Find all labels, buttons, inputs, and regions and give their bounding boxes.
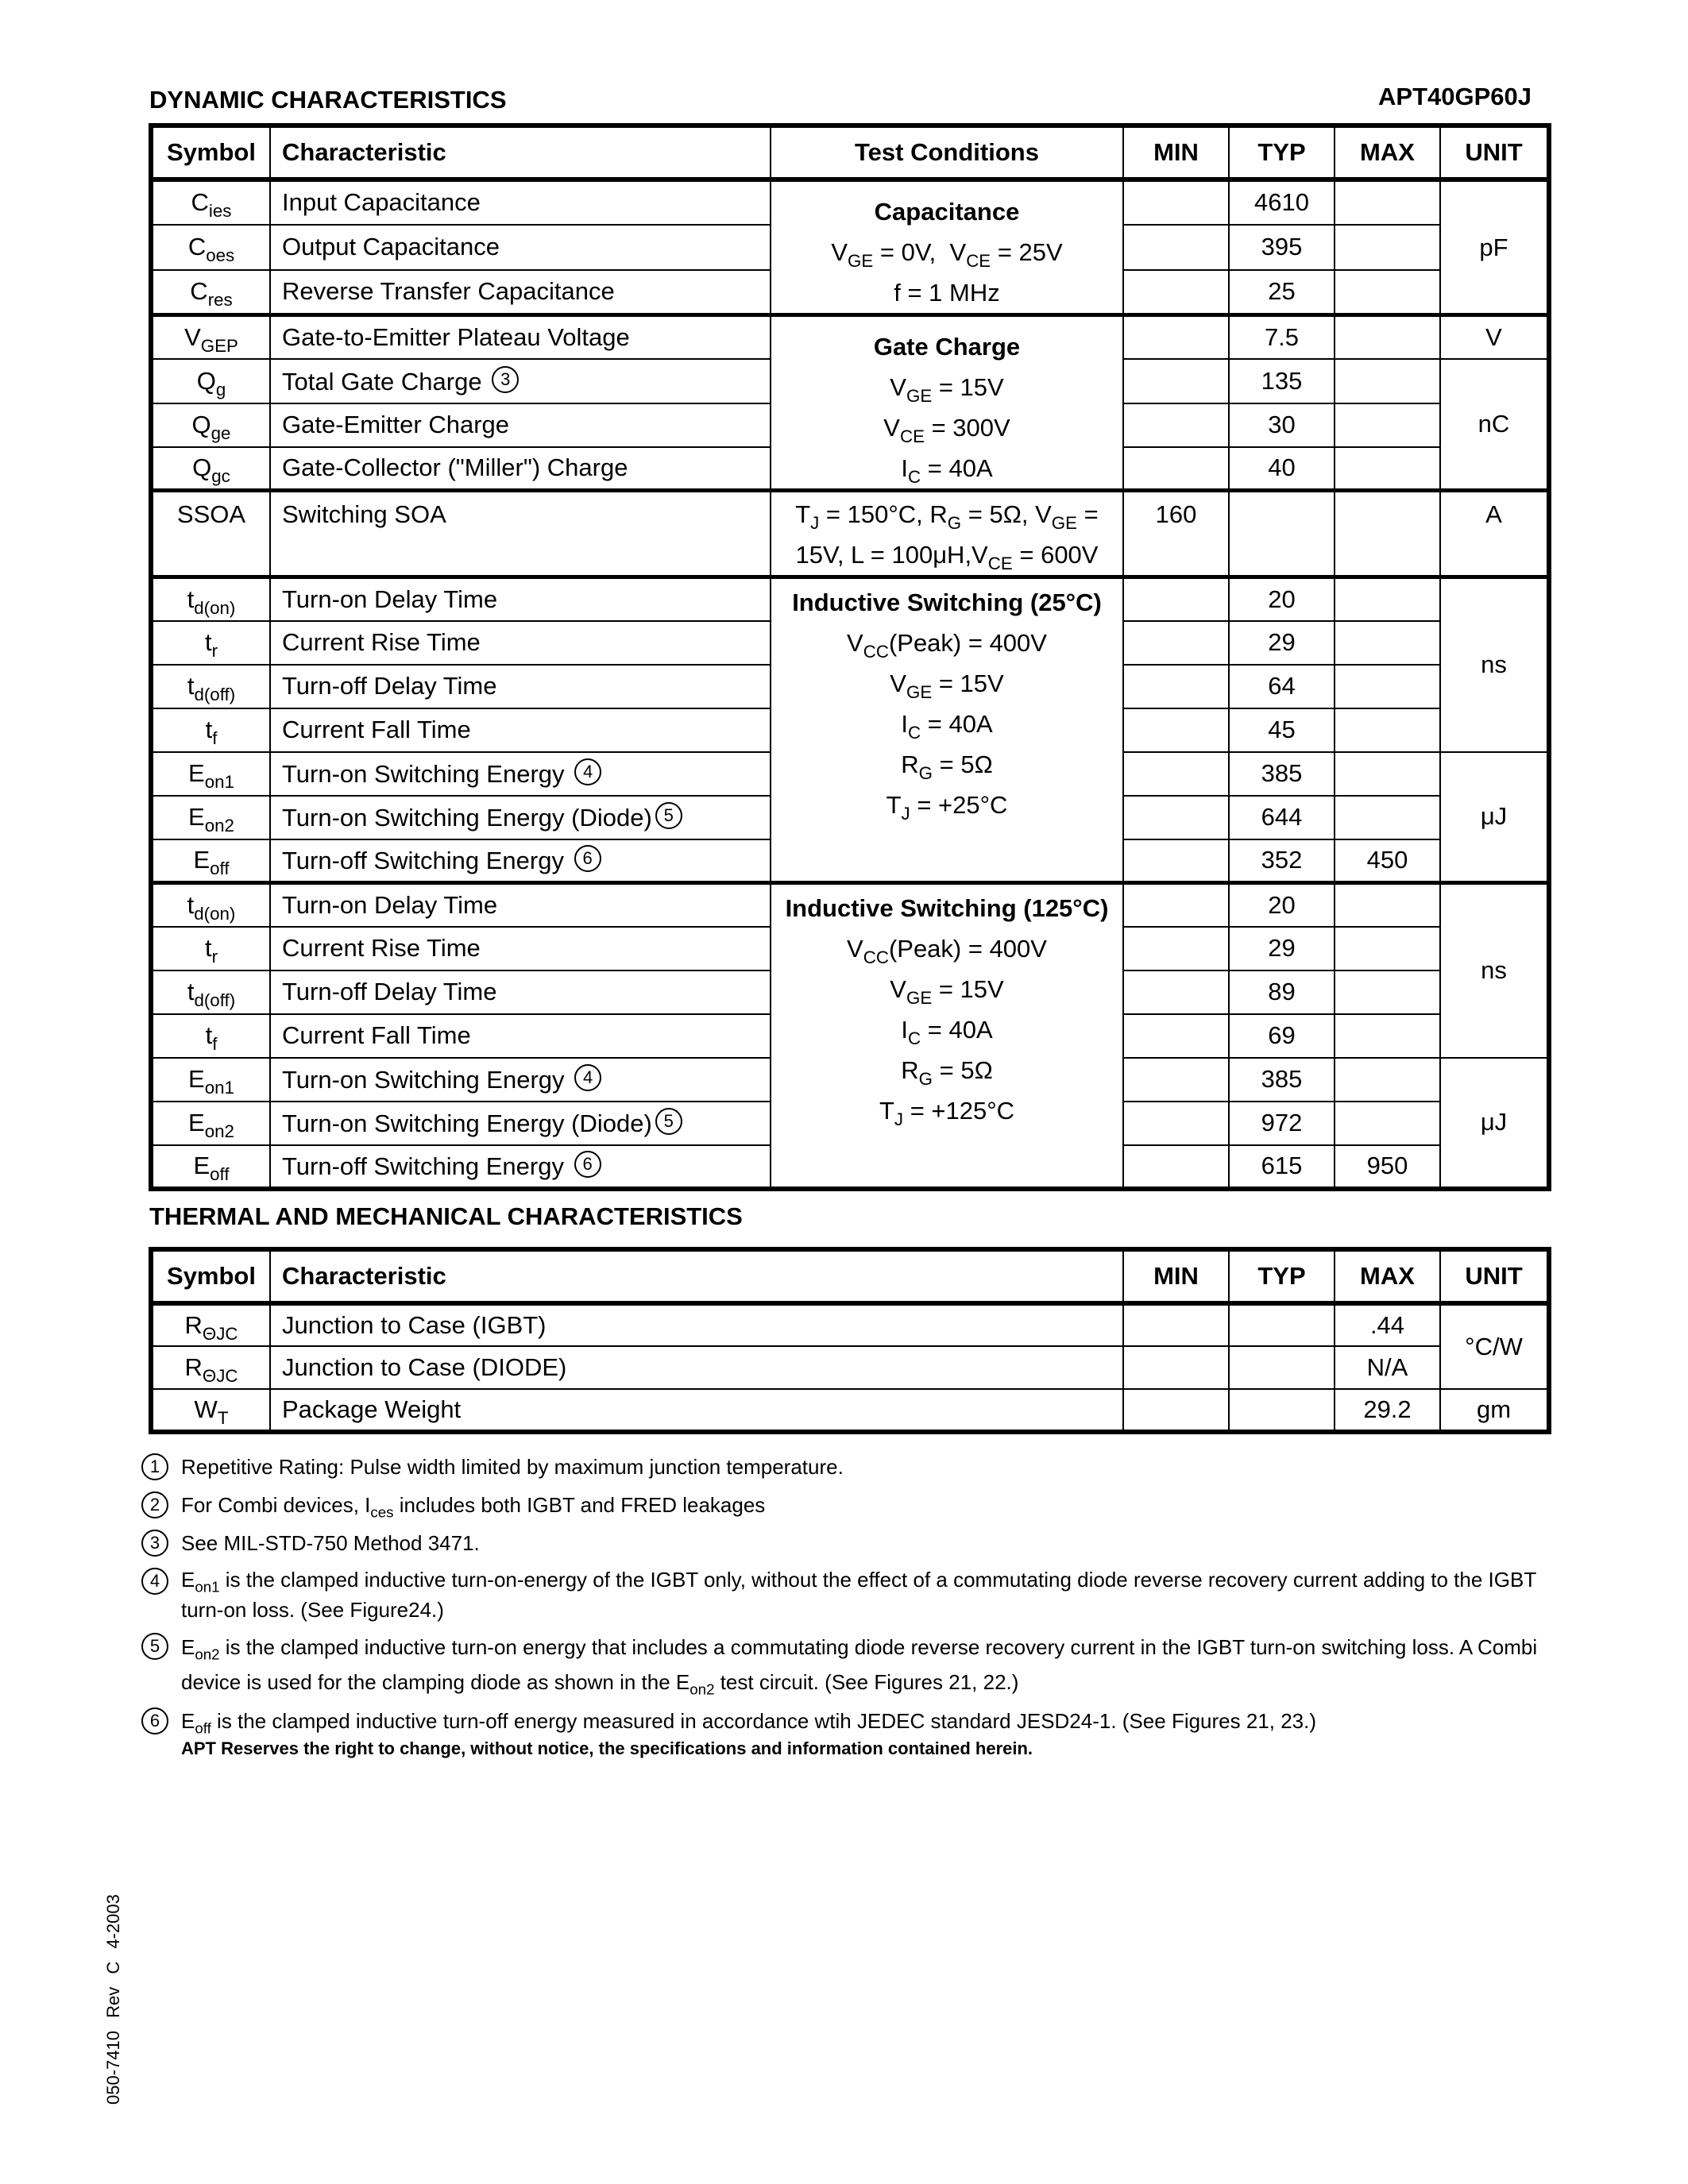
col-header-symbol: Symbol bbox=[151, 125, 270, 179]
min-cell bbox=[1123, 225, 1229, 270]
max-cell bbox=[1335, 491, 1440, 577]
symbol-cell: $Q_{gc}$ bbox=[151, 447, 270, 491]
col-header-unit: UNIT bbox=[1440, 1249, 1549, 1303]
characteristic-cell: Turn-on Switching Energy 4 bbox=[270, 752, 771, 796]
footnote-text: For Combi devices, $I_{ces}$ includes both IGBT and FRED leakages bbox=[181, 1493, 766, 1521]
max-cell bbox=[1335, 796, 1440, 839]
footnote bbox=[141, 1488, 1555, 1522]
typ-cell: 40 bbox=[1229, 447, 1335, 491]
conditions-ssoa: $T_J = 150^\circ C$, $R_G = 5\Omega$, $V_{GE}$ = 15V, $L = 100\mu H,V_{CE} = 600V$ bbox=[771, 491, 1123, 577]
characteristic-cell: Input Capacitance bbox=[270, 179, 771, 225]
col-header-unit: UNIT bbox=[1440, 125, 1549, 179]
typ-cell: 4610 bbox=[1229, 179, 1335, 225]
col-header-min: MIN bbox=[1123, 1249, 1229, 1303]
unit-cell: ns bbox=[1440, 577, 1549, 752]
footnote-number: 3 bbox=[141, 1530, 168, 1557]
characteristic-cell: Turn-off Switching Energy 6 bbox=[270, 839, 771, 883]
symbol-cell: $t_f$ bbox=[151, 1014, 270, 1058]
unit-cell: gm bbox=[1440, 1389, 1549, 1432]
footnote-marker: 4 bbox=[574, 758, 601, 785]
max-cell bbox=[1335, 315, 1440, 359]
table-row bbox=[151, 1303, 1549, 1346]
col-header-max: MAX bbox=[1335, 1249, 1440, 1303]
table-row bbox=[151, 883, 1549, 927]
min-cell bbox=[1123, 970, 1229, 1014]
conditions-switching-125c: Inductive Switching (125°C) $V_{CC}(Peak) = 400V$ $V_{GE} = 15V$ $I_C = 40A$ $R_G = 5\Omega$ $T_J = +125^\circ C$ bbox=[771, 883, 1123, 1189]
symbol-cell: $E_{on2}$ bbox=[151, 1102, 270, 1145]
symbol-cell: $C_{oes}$ bbox=[151, 225, 270, 270]
col-header-test-conditions: Test Conditions bbox=[771, 125, 1123, 179]
table-row bbox=[151, 491, 1549, 577]
conditions-gate-charge: Gate Charge $V_{GE} = 15V$ $V_{CE} = 300V$ $I_C = 40A$ bbox=[771, 315, 1123, 491]
footnotes bbox=[141, 1450, 1555, 1760]
max-cell bbox=[1335, 1058, 1440, 1102]
max-cell bbox=[1335, 752, 1440, 796]
min-cell bbox=[1123, 1102, 1229, 1145]
typ-cell: 352 bbox=[1229, 839, 1335, 883]
min-cell bbox=[1123, 1346, 1229, 1389]
footnote-marker: 4 bbox=[574, 1064, 601, 1091]
typ-cell: 64 bbox=[1229, 665, 1335, 708]
min-cell: 160 bbox=[1123, 491, 1229, 577]
max-cell: 450 bbox=[1335, 839, 1440, 883]
min-cell bbox=[1123, 1389, 1229, 1432]
thermal-characteristics-table bbox=[149, 1247, 1551, 1434]
typ-cell: 29 bbox=[1229, 927, 1335, 970]
max-cell bbox=[1335, 577, 1440, 621]
unit-cell: μJ bbox=[1440, 1058, 1549, 1189]
typ-cell: 20 bbox=[1229, 577, 1335, 621]
characteristic-cell: Turn-off Delay Time bbox=[270, 970, 771, 1014]
section-title-thermal: THERMAL AND MECHANICAL CHARACTERISTICS bbox=[149, 1202, 743, 1230]
table-row bbox=[151, 1346, 1549, 1389]
symbol-cell: $E_{off}$ bbox=[151, 1145, 270, 1189]
symbol-cell: $E_{on2}$ bbox=[151, 796, 270, 839]
dynamic-characteristics-table bbox=[149, 123, 1551, 1191]
characteristic-cell: Turn-off Delay Time bbox=[270, 665, 771, 708]
symbol-cell: SSOA bbox=[151, 491, 270, 577]
footnote-text: $E_{on2}$ is the clamped inductive turn-on energy that includes a commutating diode reverse recovery current in the IGBT turn-on switching loss. A Combi device is used for the clamping diode as shown in the $E_{on2}$ test circuit. (See Figures 21, 22.) bbox=[181, 1635, 1538, 1698]
characteristic-cell: Output Capacitance bbox=[270, 225, 771, 270]
unit-cell: pF bbox=[1440, 179, 1549, 315]
symbol-cell: $t_r$ bbox=[151, 927, 270, 970]
min-cell bbox=[1123, 270, 1229, 315]
characteristic-cell: Turn-on Delay Time bbox=[270, 577, 771, 621]
min-cell bbox=[1123, 577, 1229, 621]
footnote-number: 1 bbox=[141, 1453, 168, 1480]
max-cell bbox=[1335, 270, 1440, 315]
footnote-text: $E_{on1}$ is the clamped inductive turn-on-energy of the IGBT only, without the effect of a commutating diode reverse recovery current adding to the IGBT turn-on loss. (See Figure24.) bbox=[181, 1568, 1536, 1622]
max-cell bbox=[1335, 883, 1440, 927]
table-header-row bbox=[151, 1249, 1549, 1303]
symbol-cell: $R_{\Theta JC}$ bbox=[151, 1303, 270, 1346]
footnote bbox=[141, 1704, 1555, 1738]
col-header-typ: TYP bbox=[1229, 1249, 1335, 1303]
unit-cell: V bbox=[1440, 315, 1549, 359]
conditions-switching-25c: Inductive Switching (25°C) $V_{CC}(Peak) = 400V$ $V_{GE} = 15V$ $I_C = 40A$ $R_G = 5\Omega$ $T_J = +25^\circ C$ bbox=[771, 577, 1123, 883]
max-cell bbox=[1335, 403, 1440, 447]
min-cell bbox=[1123, 839, 1229, 883]
typ-cell: 30 bbox=[1229, 403, 1335, 447]
typ-cell: 135 bbox=[1229, 359, 1335, 403]
characteristic-cell: Junction to Case (DIODE) bbox=[270, 1346, 1123, 1389]
typ-cell bbox=[1229, 491, 1335, 577]
symbol-cell: $t_r$ bbox=[151, 621, 270, 665]
characteristic-cell: Turn-on Switching Energy (Diode) 5 bbox=[270, 796, 771, 839]
footnote bbox=[141, 1630, 1555, 1700]
characteristic-cell: Turn-on Switching Energy (Diode) 5 bbox=[270, 1102, 771, 1145]
footnote bbox=[141, 1565, 1555, 1625]
characteristic-cell: Switching SOA bbox=[270, 491, 771, 577]
typ-cell: 7.5 bbox=[1229, 315, 1335, 359]
characteristic-cell: Reverse Transfer Capacitance bbox=[270, 270, 771, 315]
typ-cell: 615 bbox=[1229, 1145, 1335, 1189]
typ-cell: 644 bbox=[1229, 796, 1335, 839]
symbol-cell: $E_{off}$ bbox=[151, 839, 270, 883]
max-cell bbox=[1335, 927, 1440, 970]
symbol-cell: $E_{on1}$ bbox=[151, 752, 270, 796]
symbol-cell: $t_{d(on)}$ bbox=[151, 577, 270, 621]
table-row bbox=[151, 577, 1549, 621]
footnote bbox=[141, 1526, 1555, 1560]
characteristic-cell: Gate-Emitter Charge bbox=[270, 403, 771, 447]
unit-cell: A bbox=[1440, 491, 1549, 577]
min-cell bbox=[1123, 1303, 1229, 1346]
footnote-marker: 6 bbox=[574, 1151, 601, 1178]
symbol-cell: $E_{on1}$ bbox=[151, 1058, 270, 1102]
footnote-number: 5 bbox=[141, 1633, 168, 1660]
max-cell: 950 bbox=[1335, 1145, 1440, 1189]
col-header-typ: TYP bbox=[1229, 125, 1335, 179]
col-header-max: MAX bbox=[1335, 125, 1440, 179]
typ-cell: 25 bbox=[1229, 270, 1335, 315]
footnote-text: Repetitive Rating: Pulse width limited by maximum junction temperature. bbox=[181, 1455, 844, 1479]
col-header-min: MIN bbox=[1123, 125, 1229, 179]
typ-cell: 45 bbox=[1229, 708, 1335, 752]
min-cell bbox=[1123, 883, 1229, 927]
max-cell bbox=[1335, 225, 1440, 270]
max-cell bbox=[1335, 621, 1440, 665]
max-cell bbox=[1335, 665, 1440, 708]
max-cell bbox=[1335, 970, 1440, 1014]
min-cell bbox=[1123, 403, 1229, 447]
section-title-dynamic: DYNAMIC CHARACTERISTICS bbox=[149, 86, 507, 114]
max-cell: N/A bbox=[1335, 1346, 1440, 1389]
footnote-number: 2 bbox=[141, 1491, 168, 1518]
symbol-cell: $t_f$ bbox=[151, 708, 270, 752]
max-cell bbox=[1335, 708, 1440, 752]
max-cell bbox=[1335, 359, 1440, 403]
footnote bbox=[141, 1450, 1555, 1484]
typ-cell bbox=[1229, 1389, 1335, 1432]
unit-cell: °C/W bbox=[1440, 1303, 1549, 1389]
characteristic-cell: Current Rise Time bbox=[270, 621, 771, 665]
min-cell bbox=[1123, 179, 1229, 225]
min-cell bbox=[1123, 447, 1229, 491]
min-cell bbox=[1123, 1145, 1229, 1189]
min-cell bbox=[1123, 315, 1229, 359]
table-row bbox=[151, 315, 1549, 359]
table-row bbox=[151, 1389, 1549, 1432]
min-cell bbox=[1123, 1058, 1229, 1102]
col-header-characteristic: Characteristic bbox=[270, 1249, 1123, 1303]
min-cell bbox=[1123, 927, 1229, 970]
footnote-marker: 5 bbox=[655, 802, 682, 829]
symbol-cell: $C_{res}$ bbox=[151, 270, 270, 315]
characteristic-cell: Gate-to-Emitter Plateau Voltage bbox=[270, 315, 771, 359]
footnote-number: 6 bbox=[141, 1707, 168, 1734]
footnote-number: 4 bbox=[141, 1568, 168, 1595]
characteristic-cell: Gate-Collector ("Miller") Charge bbox=[270, 447, 771, 491]
min-cell bbox=[1123, 752, 1229, 796]
typ-cell: 89 bbox=[1229, 970, 1335, 1014]
min-cell bbox=[1123, 796, 1229, 839]
symbol-cell: $Q_{ge}$ bbox=[151, 403, 270, 447]
footnote-text: $E_{off}$ is the clamped inductive turn-off energy measured in accordance wtih JEDEC standard JESD24-1. (See Figures 21, 23.) bbox=[181, 1709, 1317, 1737]
symbol-cell: $C_{ies}$ bbox=[151, 179, 270, 225]
typ-cell bbox=[1229, 1346, 1335, 1389]
min-cell bbox=[1123, 359, 1229, 403]
characteristic-cell: Junction to Case (IGBT) bbox=[270, 1303, 1123, 1346]
characteristic-cell: Current Fall Time bbox=[270, 1014, 771, 1058]
symbol-cell: $t_{d(off)}$ bbox=[151, 970, 270, 1014]
footnote-text: See MIL-STD-750 Method 3471. bbox=[181, 1531, 480, 1555]
max-cell: .44 bbox=[1335, 1303, 1440, 1346]
col-header-characteristic: Characteristic bbox=[270, 125, 771, 179]
symbol-cell: $R_{\Theta JC}$ bbox=[151, 1346, 270, 1389]
symbol-cell: $W_T$ bbox=[151, 1389, 270, 1432]
footnote-marker: 6 bbox=[574, 845, 601, 872]
conditions-capacitance: Capacitance $V_{GE} = 0V$, $V_{CE} = 25V$ f = 1 MHz bbox=[771, 179, 1123, 315]
footnote-marker: 5 bbox=[655, 1108, 682, 1135]
unit-cell: μJ bbox=[1440, 752, 1549, 883]
characteristic-cell: Current Fall Time bbox=[270, 708, 771, 752]
symbol-cell: $t_{d(on)}$ bbox=[151, 883, 270, 927]
typ-cell: 385 bbox=[1229, 752, 1335, 796]
typ-cell: 20 bbox=[1229, 883, 1335, 927]
symbol-cell: $t_{d(off)}$ bbox=[151, 665, 270, 708]
max-cell: 29.2 bbox=[1335, 1389, 1440, 1432]
characteristic-cell: Turn-off Switching Energy 6 bbox=[270, 1145, 771, 1189]
typ-cell: 395 bbox=[1229, 225, 1335, 270]
max-cell bbox=[1335, 179, 1440, 225]
typ-cell bbox=[1229, 1303, 1335, 1346]
characteristic-cell: Turn-on Switching Energy 4 bbox=[270, 1058, 771, 1102]
typ-cell: 385 bbox=[1229, 1058, 1335, 1102]
part-number: APT40GP60J bbox=[1378, 83, 1532, 110]
typ-cell: 972 bbox=[1229, 1102, 1335, 1145]
disclaimer: APT Reserves the right to change, without notice, the specifications and information contained herein. bbox=[181, 1738, 1033, 1758]
table-header-row bbox=[151, 125, 1549, 179]
symbol-cell: $Q_g$ bbox=[151, 359, 270, 403]
col-header-symbol: Symbol bbox=[151, 1249, 270, 1303]
characteristic-cell: Package Weight bbox=[270, 1389, 1123, 1432]
table-row bbox=[151, 179, 1549, 225]
min-cell bbox=[1123, 621, 1229, 665]
characteristic-cell: Current Rise Time bbox=[270, 927, 771, 970]
unit-cell: nC bbox=[1440, 359, 1549, 491]
max-cell bbox=[1335, 447, 1440, 491]
unit-cell: ns bbox=[1440, 883, 1549, 1058]
footnote-marker: 3 bbox=[492, 366, 519, 393]
typ-cell: 29 bbox=[1229, 621, 1335, 665]
typ-cell: 69 bbox=[1229, 1014, 1335, 1058]
symbol-cell: $V_{GEP}$ bbox=[151, 315, 270, 359]
characteristic-cell: Total Gate Charge 3 bbox=[270, 359, 771, 403]
document-revision-code: 050-7410 Rev C 4-2003 bbox=[103, 1894, 123, 2105]
min-cell bbox=[1123, 1014, 1229, 1058]
max-cell bbox=[1335, 1014, 1440, 1058]
min-cell bbox=[1123, 708, 1229, 752]
min-cell bbox=[1123, 665, 1229, 708]
max-cell bbox=[1335, 1102, 1440, 1145]
characteristic-cell: Turn-on Delay Time bbox=[270, 883, 771, 927]
